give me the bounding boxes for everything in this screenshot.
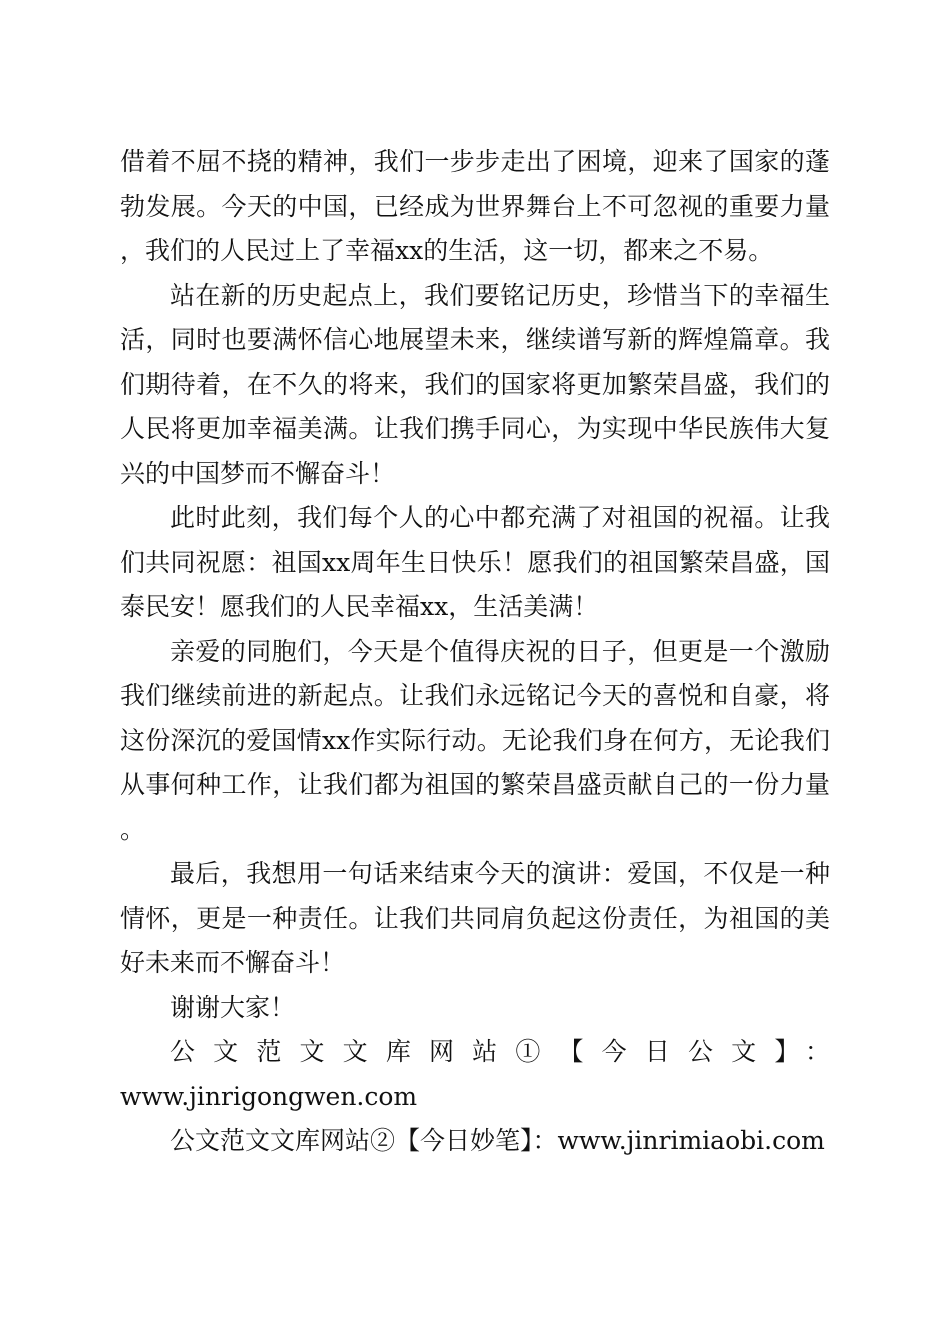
- footer-site2: 公文范文文库网站②【今日妙笔】：www.jinrimiaobi.com: [170, 1126, 825, 1155]
- footer-site1-label: 公文范文文库网站①【今日公文】：: [170, 1037, 830, 1066]
- footer-site1-url: www.jinrigongwen.com: [120, 1081, 418, 1111]
- paragraph-5: 最后，我想用一句话来结束今天的演讲：爱国，不仅是一种情怀，更是一种责任。让我们共同肩负起这份责任，为祖国的美好未来而不懈奋斗！: [120, 859, 830, 977]
- paragraph-2: 站在新的历史起点上，我们要铭记历史，珍惜当下的幸福生活，同时也要满怀信心地展望未来，继续谱写新的辉煌篇章。我们期待着，在不久的将来，我们的国家将更加繁荣昌盛，我们的人民将更加幸福美满。让我们携手同心，为实现中华民族伟大复兴的中国梦而不懈奋斗！: [120, 280, 830, 488]
- paragraph-1: 借着不屈不挠的精神，我们一步步走出了困境，迎来了国家的蓬勃发展。今天的中国，已经成为世界舞台上不可忽视的重要力量，我们的人民过上了幸福xx的生活，这一切，都来之不易。: [120, 147, 830, 265]
- paragraph-closing: 谢谢大家！: [170, 992, 296, 1022]
- paragraph-4: 亲爱的同胞们，今天是个值得庆祝的日子，但更是一个激励我们继续前进的新起点。让我们永远铭记今天的喜悦和自豪，将这份深沉的爱国情xx作实际行动。无论我们身在何方，无论我们从事何种工作，让我们都为祖国的繁荣昌盛贡献自己的一份力量。: [120, 636, 830, 844]
- document-body: [120, 140, 830, 1164]
- paragraph-3: 此时此刻，我们每个人的心中都充满了对祖国的祝福。让我们共同祝愿：祖国xx周年生日快乐！愿我们的祖国繁荣昌盛，国泰民安！愿我们的人民幸福xx，生活美满！: [120, 503, 830, 621]
